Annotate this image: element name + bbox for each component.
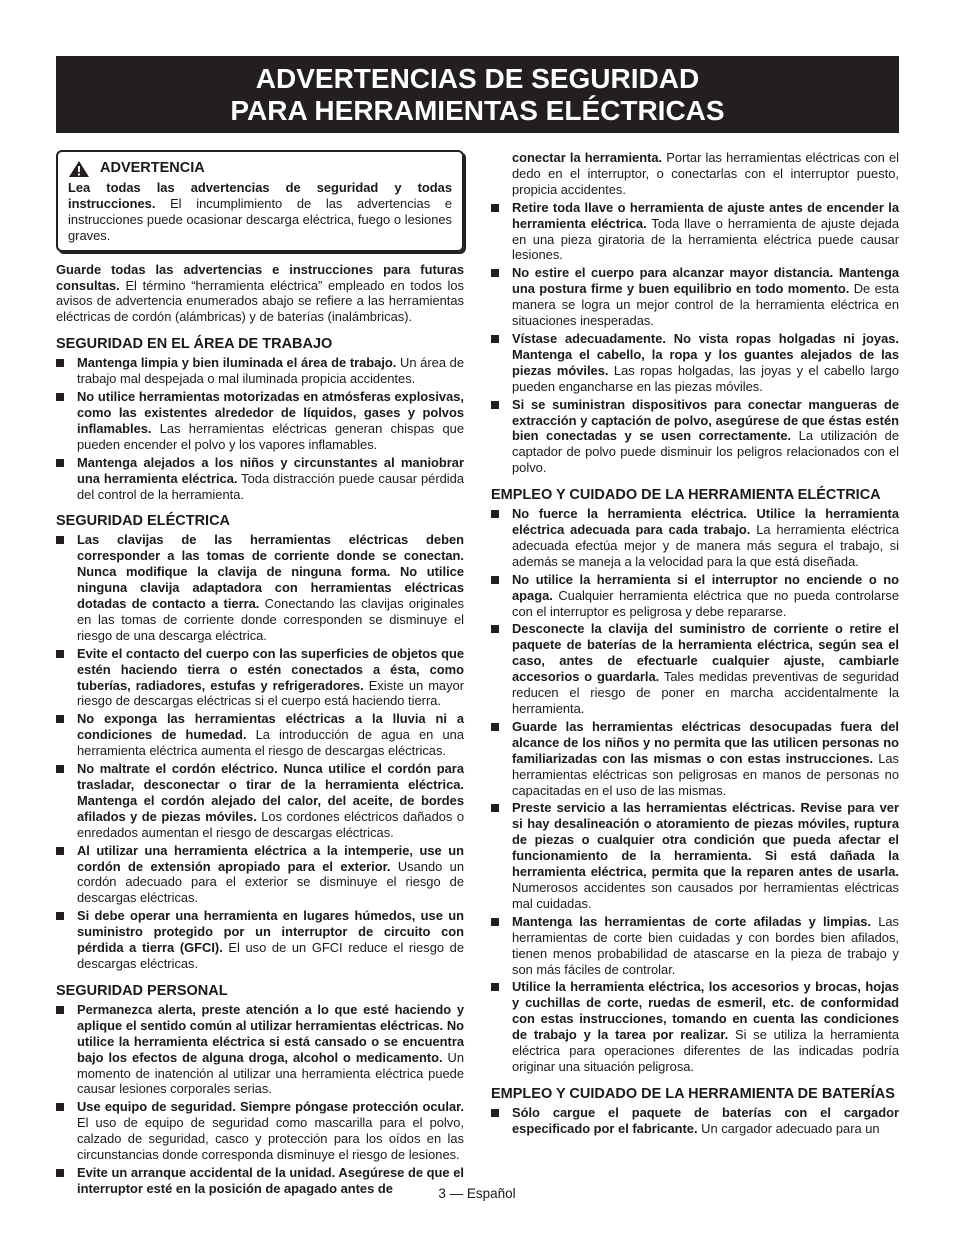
item-bold: Sólo cargue el paquete de baterías con el cargador especificado por el fabricante. bbox=[512, 1104, 899, 1136]
item-bold: Preste servicio a las herramientas eléctricas. Revise para ver si hay desalineación o atoramiento de piezas móviles, ruptura de piezas o cualquier otra condición que pueda afectar el funcionamiento de la herramienta. Si está dañada la herramienta eléctrica, permita que la reparen antes de usarla. bbox=[512, 800, 899, 880]
list-item bbox=[56, 711, 464, 759]
list-item bbox=[56, 1099, 464, 1163]
item-text: Tales medidas preventivas de seguridad reducen el riesgo de poner en marcha accidentalmente la herramienta. bbox=[512, 669, 899, 716]
item-text: Las ropas holgadas, las joyas y el cabello largo pueden engancharse en las piezas móviles. bbox=[512, 362, 900, 394]
item-text: Existe un mayor riesgo de descargas eléctricas si el cuerpo está haciendo tierra. bbox=[77, 677, 465, 709]
banner-line-2: PARA HERRAMIENTAS ELÉCTRICAS bbox=[230, 95, 725, 126]
list-item bbox=[56, 532, 464, 643]
item-bold: Guarde las herramientas eléctricas desocupadas fuera del alcance de los niños y no permita que las utilicen personas no familiarizadas con las mismas o con estas instrucciones. bbox=[512, 718, 899, 766]
personal-list bbox=[56, 1002, 464, 1197]
list-item bbox=[56, 1002, 464, 1097]
warning-bold-text: Lea todas las advertencias de seguridad y todas instrucciones. bbox=[68, 180, 452, 211]
item-text: Cualquier herramienta eléctrica que no pueda controlarse con el interruptor es peligrosa y debe repararse. bbox=[512, 587, 899, 619]
item-bold: Mantenga limpia y bien iluminada el área de trabajo. bbox=[77, 355, 397, 371]
item-text: Un área de trabajo mal despejada o mal iluminada propicia accidentes. bbox=[77, 355, 464, 387]
item-bold: Evite un arranque accidental de la unidad. Asegúrese de que el interruptor esté en la posición de apagado antes de bbox=[77, 1164, 464, 1196]
item-bold: No fuerce la herramienta eléctrica. Utilice la herramienta eléctrica adecuada para cada trabajo. bbox=[512, 506, 899, 538]
intro-bold: Guarde todas las advertencias e instrucciones para futuras consultas. bbox=[56, 261, 464, 293]
item-text: Toda distracción puede causar pérdida del control de la herramienta. bbox=[77, 470, 465, 502]
list-item bbox=[56, 355, 464, 387]
item-text: La utilización de captador de polvo puede disminuir los peligros relacionados con el polvo. bbox=[512, 428, 900, 476]
list-item bbox=[56, 455, 464, 503]
warning-triangle-icon bbox=[68, 160, 90, 178]
item-text: Las herramientas eléctricas son peligrosas en manos de personas no capacitadas en el uso de las mismas. bbox=[512, 750, 899, 798]
item-text: Las herramientas de corte bien cuidadas y con bordes bien afilados, tienen menos probabilidad de atascarse en la pieza de trabajo y son más fáciles de controlar. bbox=[512, 913, 899, 977]
list-item-continued bbox=[491, 150, 899, 198]
item-text: El uso de equipo de seguridad como mascarilla para el polvo, calzado de seguridad, casco y protección para los oídos en las circunstancias donde corresponda disminuye el riesgo de lesiones. bbox=[77, 1115, 464, 1163]
item-text: Portar las herramientas eléctricas con el dedo en el interruptor, o conectarlas con el interruptor puesto, propicia accidentes. bbox=[512, 150, 899, 197]
list-item bbox=[491, 719, 899, 799]
item-text: Toda llave o herramienta de ajuste dejada en una pieza giratoria de la herramienta eléctrica puede causar lesiones. bbox=[512, 215, 899, 263]
item-text: Conectando las clavijas originales en las tomas de corriente donde corresponden se disminuye el riesgo de una descarga eléctrica. bbox=[77, 596, 464, 643]
list-item bbox=[491, 200, 899, 264]
tool-use-list bbox=[491, 506, 899, 1075]
item-text: La introducción de agua en una herramienta eléctrica aumenta el riesgo de descargas eléctricas. bbox=[77, 727, 464, 759]
right-column bbox=[491, 150, 899, 1139]
list-item bbox=[56, 389, 464, 453]
list-item bbox=[56, 908, 464, 972]
banner-line-1: ADVERTENCIAS DE SEGURIDAD bbox=[255, 63, 700, 94]
item-bold: No utilice la herramienta si el interruptor no enciende o no apaga. bbox=[512, 571, 899, 603]
item-bold: No maltrate el cordón eléctrico. Nunca utilice el cordón para trasladar, desconectar o tirar de la herramienta eléctrica. Mantenga el cordón alejado del calor, del aceite, de bordes afilados y de piezas móviles. bbox=[77, 761, 464, 824]
list-item bbox=[491, 621, 899, 716]
item-text: Las herramientas eléctricas generan chispas que pueden encender el polvo y los vapores inflamables. bbox=[77, 420, 464, 452]
work-area-list bbox=[56, 355, 464, 502]
item-bold: Vístase adecuadamente. No vista ropas holgadas ni joyas. Mantenga el cabello, la ropa y los guantes alejados de las piezas móviles. bbox=[512, 330, 899, 378]
item-bold: Permanezca alerta, preste atención a lo que esté haciendo y aplique el sentido común al utilizar herramientas eléctricas. No utilice la herramienta eléctrica si está cansado o se encuentra bajo los efectos de alguna droga, alcohol o medicamento. bbox=[77, 1001, 464, 1065]
item-bold: Si se suministran dispositivos para conectar mangueras de extracción y captación de polvo, asegúrese de que éstas estén bien conectadas y se usen correctamente. bbox=[512, 396, 899, 444]
item-bold: No exponga las herramientas eléctricas a la lluvia ni a condiciones de humedad. bbox=[77, 711, 464, 743]
section-title-work-area: SEGURIDAD EN EL ÁREA DE TRABAJO bbox=[56, 336, 333, 353]
item-bold: Si debe operar una herramienta en lugares húmedos, use un suministro protegido por un interruptor de circuito con pérdida a tierra (GFCI). bbox=[77, 908, 464, 956]
list-item bbox=[491, 1105, 899, 1137]
item-text: La herramienta eléctrica adecuada efectúa mejor y de manera más segura el trabajo, si además se maneja a la velocidad para la que está diseñada. bbox=[512, 522, 900, 569]
item-bold: Desconecte la clavija del suministro de corriente o retire el paquete de baterías de la herramienta eléctrica, según sea el caso, antes de efectuarle cualquier ajuste, cambiarle accesorios o guardarla. bbox=[512, 621, 899, 685]
page-banner bbox=[56, 56, 899, 133]
list-item bbox=[491, 800, 899, 911]
item-bold: Evite el contacto del cuerpo con las superficies de objetos que estén haciendo tierra o estén conectados a ésta, como tuberías, radiadores, estufas y refrigeradores. bbox=[77, 645, 464, 693]
item-bold: Mantenga las herramientas de corte afiladas y limpias. bbox=[512, 913, 872, 929]
list-item bbox=[491, 914, 899, 978]
warning-body-text: El incumplimiento de las advertencias e instrucciones puede ocasionar descarga eléctrica, fuego o lesiones graves. bbox=[68, 195, 452, 243]
item-bold: Mantenga alejados a los niños y circunstantes al maniobrar una herramienta eléctrica. bbox=[77, 454, 464, 486]
list-item bbox=[491, 397, 899, 477]
item-bold: No estire el cuerpo para alcanzar mayor distancia. Mantenga una postura firme y buen equilibrio en todo momento. bbox=[512, 265, 899, 297]
item-text: Los cordones eléctricos dañados o enredados aumentan el riesgo de descargas eléctricas. bbox=[77, 808, 464, 840]
item-bold: Las clavijas de las herramientas eléctricas deben corresponder a las tomas de corriente donde se conectan. Nunca modifique la clavija de ninguna forma. No utilice ninguna clavija adaptadora con herramientas eléctricas dotadas de contacto a tierra. bbox=[77, 532, 464, 612]
list-item bbox=[56, 761, 464, 841]
list-item bbox=[56, 843, 464, 907]
list-item bbox=[491, 572, 899, 620]
list-item bbox=[491, 506, 899, 570]
battery-list bbox=[491, 1105, 899, 1137]
item-bold: Use equipo de seguridad. Siempre póngase protección ocular. bbox=[77, 1099, 464, 1115]
warning-title: ADVERTENCIA bbox=[100, 160, 205, 177]
item-text: Un momento de inatención al utilizar una herramienta eléctrica puede causar lesiones corporales serias. bbox=[77, 1049, 464, 1097]
item-text: Usando un cordón adecuado para el exterior se disminuye el riesgo de descargas eléctricas. bbox=[77, 858, 464, 906]
section-title-battery: EMPLEO Y CUIDADO DE LA HERRAMIENTA DE BATERÍAS bbox=[491, 1085, 895, 1102]
intro-text: El término “herramienta eléctrica” empleado en todos los avisos de advertencia enumerados abajo se refiere a las herramientas eléctricas de cordón (alámbricas) y de baterías (inalámbricas). bbox=[56, 277, 464, 325]
list-item bbox=[491, 265, 899, 329]
section-title-tool-use: EMPLEO Y CUIDADO DE LA HERRAMIENTA ELÉCTRICA bbox=[491, 487, 881, 504]
item-text: Un cargador adecuado para un bbox=[697, 1120, 880, 1136]
list-item bbox=[491, 331, 899, 395]
item-text: Si se utiliza la herramienta eléctrica para operaciones diferentes de las indicadas podría originar una situación peligrosa. bbox=[512, 1027, 899, 1074]
warning-header bbox=[68, 160, 452, 178]
list-item bbox=[491, 979, 899, 1074]
item-text: De esta manera se logra un mejor control de la herramienta eléctrica en situaciones inesperadas. bbox=[512, 281, 899, 329]
section-title-personal: SEGURIDAD PERSONAL bbox=[56, 982, 228, 999]
intro-paragraph bbox=[56, 262, 464, 326]
item-bold: No utilice herramientas motorizadas en atmósferas explosivas, como las existentes alrededor de líquidos, gases y polvos inflamables. bbox=[77, 389, 464, 436]
warning-box bbox=[56, 150, 464, 252]
list-item bbox=[56, 646, 464, 710]
item-text: Numerosos accidentes son causados por herramientas eléctricas mal cuidadas. bbox=[512, 879, 899, 911]
warning-text bbox=[68, 180, 452, 244]
personal-list-continued bbox=[491, 150, 899, 476]
item-bold: Al utilizar una herramienta eléctrica a la intemperie, use un cordón de extensión apropiado para el exterior. bbox=[77, 842, 464, 874]
section-title-electrical: SEGURIDAD ELÉCTRICA bbox=[56, 513, 231, 530]
item-bold: conectar la herramienta. bbox=[512, 150, 663, 165]
left-column bbox=[56, 150, 464, 1199]
item-bold: Retire toda llave o herramienta de ajuste antes de encender la herramienta eléctrica. bbox=[512, 199, 899, 231]
page-footer: 3 — Español bbox=[438, 1186, 516, 1201]
electrical-list bbox=[56, 532, 464, 971]
item-text: El uso de un GFCI reduce el riesgo de descargas eléctricas. bbox=[77, 940, 464, 971]
item-bold: Utilice la herramienta eléctrica, los accesorios y brocas, hojas y cuchillas de corte, ruedas de esmeril, etc. de conformidad con estas instrucciones, tomando en cuenta las condiciones de trabajo y la tarea por realizar. bbox=[512, 979, 899, 1043]
